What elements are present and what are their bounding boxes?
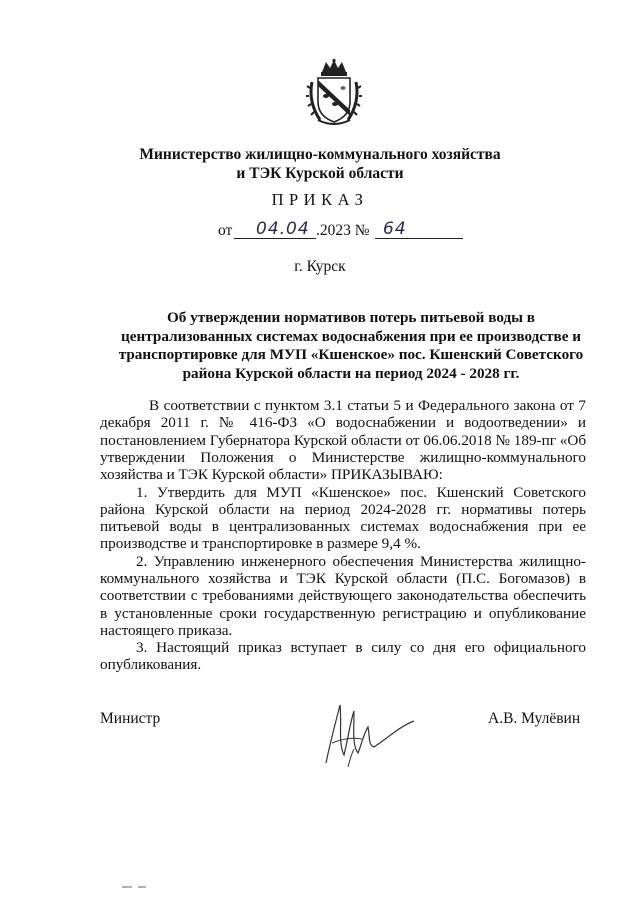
coat-of-arms-emblem: [306, 58, 362, 128]
city-name: г. Курск: [294, 258, 346, 275]
paragraph-line: в установленные сроки государственную регистрацию и опубликование: [100, 604, 586, 622]
paragraph-line: 3. Настоящий приказ вступает в силу со дня его официального: [136, 639, 586, 657]
paragraph-line: производстве и транспортировке в размере 9,4 %.: [100, 535, 421, 553]
paragraph-line: опубликования.: [100, 656, 202, 674]
paragraph-line: декабря 2011 г. № 416-ФЗ «О водоснабжении и водоотведении» и: [100, 414, 586, 432]
handwritten-order-number: 64: [383, 219, 407, 239]
paragraph-line: питьевой воды в централизованных системах водоснабжения при ее: [100, 518, 586, 536]
paragraph-line: хозяйства и ТЭК Курской области» ПРИКАЗЫВАЮ:: [100, 466, 443, 484]
ministry-name-line2: и ТЭК Курской области: [236, 165, 404, 182]
paragraph-line: В соответствии с пунктом 3.1 статьи 5 и Федерального закона от 7: [149, 397, 586, 414]
date-prefix: от: [218, 222, 233, 239]
order-title-line: Об утверждении нормативов потерь питьевой воды в: [166, 309, 536, 326]
item-3-paragraph: [100, 639, 586, 674]
signatory-position: Министр: [100, 710, 161, 727]
paragraph-line: района Курской области на период 2024-2028 гг. нормативы потерь: [100, 500, 586, 518]
paragraph-line: 1. Утвердить для МУП «Кшенское» пос. Кшенский Советского: [136, 483, 586, 501]
order-title-line: транспортировке для МУП «Кшенское» пос. Кшенский Советского: [118, 346, 584, 363]
paragraph-line: утверждении Положения о Министерстве жилищно-коммунального: [100, 448, 586, 466]
date-year-and-number-sign: .2023 №: [316, 222, 370, 239]
scan-mark: [122, 884, 162, 890]
paragraph-line: соответствии с требованиями действующего законодательства обеспечить: [100, 587, 586, 605]
order-title-line: централизованных системах водоснабжения при ее производстве и: [121, 327, 581, 345]
handwritten-date: 04.04: [256, 219, 310, 239]
paragraph-line: настоящего приказа.: [100, 621, 233, 639]
ministry-name-line1: Министерство жилищно-коммунального хозяйства: [139, 146, 501, 163]
order-title-line: района Курской области на период 2024 - 2028 гг.: [182, 364, 520, 382]
preamble-paragraph: [100, 397, 586, 483]
document-type-heading: ПРИКАЗ: [271, 190, 369, 209]
paragraph-line: коммунального хозяйства и ТЭК Курской области (П.С. Богомазов) в: [100, 569, 586, 587]
item-1-paragraph: [100, 484, 586, 553]
handwritten-signature: [318, 693, 418, 773]
paragraph-line: постановлением Губернатора Курской области от 06.06.2018 № 189-пг «Об: [100, 431, 587, 449]
signatory-name: А.В. Мулёвин: [488, 710, 581, 727]
item-2-paragraph: [100, 553, 586, 639]
paragraph-line: 2. Управлению инженерного обеспечения Министерства жилищно-: [136, 552, 586, 570]
